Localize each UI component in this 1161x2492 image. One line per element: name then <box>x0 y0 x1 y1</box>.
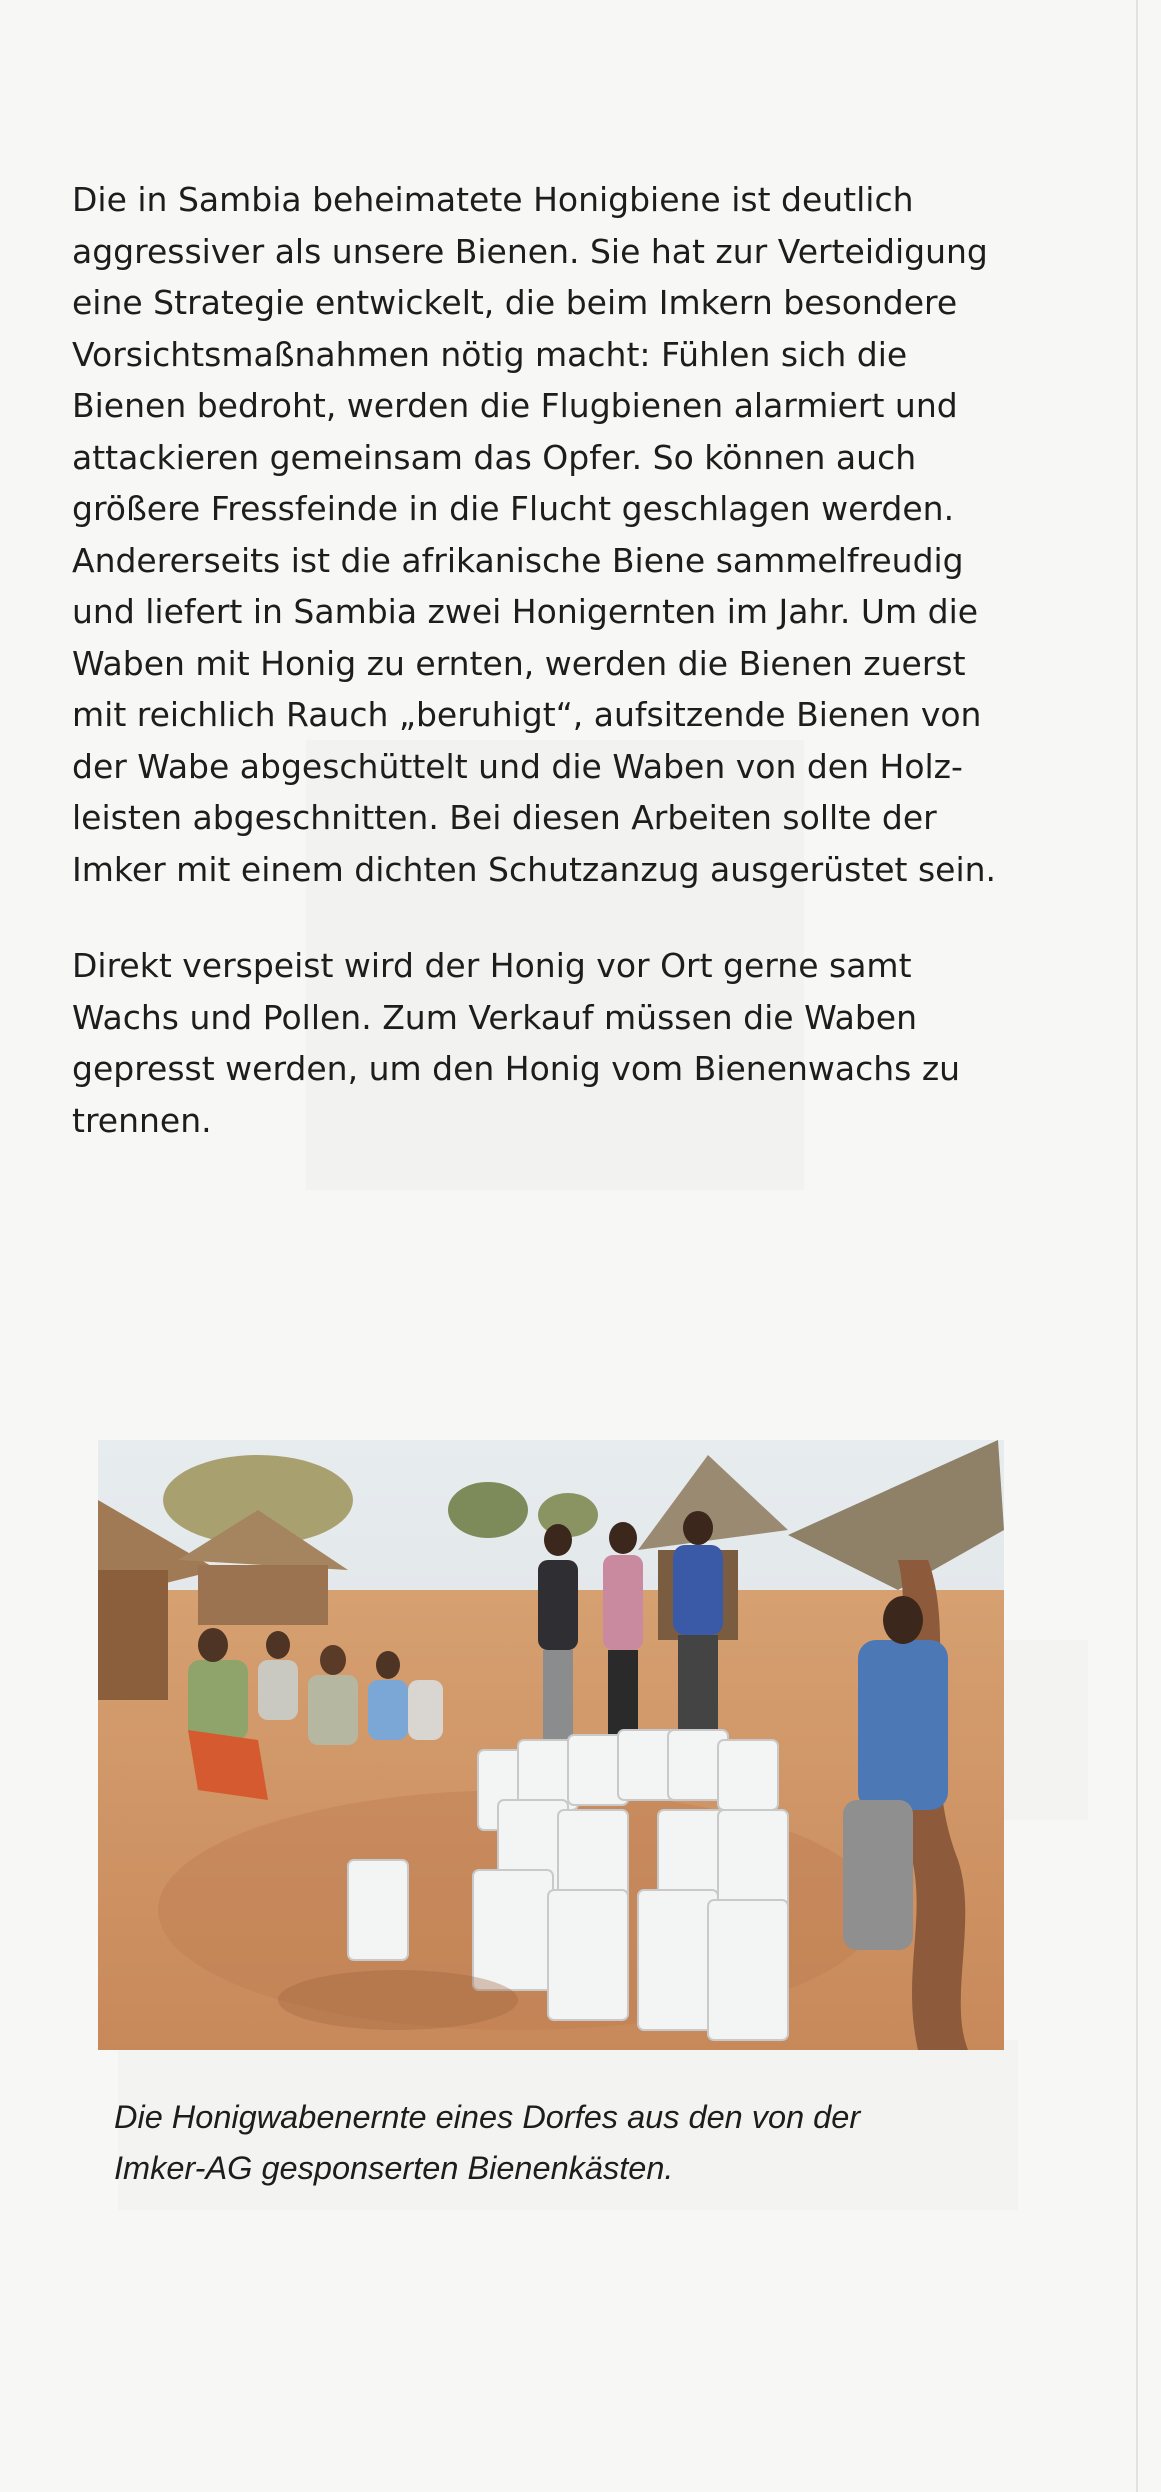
paragraph-line: Imker mit einem dichten Schutzanzug ausgerüstet sein. <box>72 849 997 889</box>
paragraph-line: Wachs und Pollen. Zum Verkauf müssen die Waben <box>72 997 917 1037</box>
paragraph-line: leisten abgeschnitten. Bei diesen Arbeiten sollte der <box>72 798 937 837</box>
photo-caption <box>114 2092 1014 2194</box>
body-paragraph-2 <box>72 940 1024 1146</box>
caption-line: Imker-AG gesponserten Bienenkästen. <box>114 2150 674 2186</box>
page-edge <box>1136 0 1138 2492</box>
paragraph-line: Direkt verspeist wird der Honig vor Ort gerne samt <box>72 946 912 985</box>
paragraph-line: mit reichlich Rauch „beruhigt“, aufsitzende Bienen von <box>72 695 982 734</box>
paragraph-line: Waben mit Honig zu ernten, werden die Bienen zuerst <box>72 643 966 683</box>
paragraph-line: gepresst werden, um den Honig vom Bienenwachs zu <box>72 1049 961 1088</box>
body-paragraph-1 <box>72 174 1024 895</box>
paragraph-line: trennen. <box>72 1100 212 1140</box>
paragraph-line: Andererseits ist die afrikanische Biene sammelfreudig <box>72 540 964 580</box>
paragraph-line: und liefert in Sambia zwei Honigernten im Jahr. Um die <box>72 592 979 631</box>
paragraph-line: Die in Sambia beheimatete Honigbiene ist deutlich <box>72 180 914 219</box>
paragraph-line: Vorsichtsmaßnahmen nötig macht: Fühlen sich die <box>72 334 908 374</box>
paragraph-line: attackieren gemeinsam das Opfer. So können auch <box>72 437 917 477</box>
paragraph-line: eine Strategie entwickelt, die beim Imkern besondere <box>72 283 958 322</box>
village-honey-harvest-photo <box>98 1440 1004 2050</box>
caption-line: Die Honigwabenernte eines Dorfes aus den von der <box>114 2099 861 2135</box>
paragraph-line: aggressiver als unsere Bienen. Sie hat zur Verteidigung <box>72 231 988 271</box>
photo-illustration <box>98 1440 1004 2050</box>
paragraph-line: der Wabe abgeschüttelt und die Waben von den Holz- <box>72 746 963 786</box>
paragraph-line: größere Fressfeinde in die Flucht geschlagen werden. <box>72 489 955 528</box>
paragraph-line: Bienen bedroht, werden die Flugbienen alarmiert und <box>72 386 958 425</box>
